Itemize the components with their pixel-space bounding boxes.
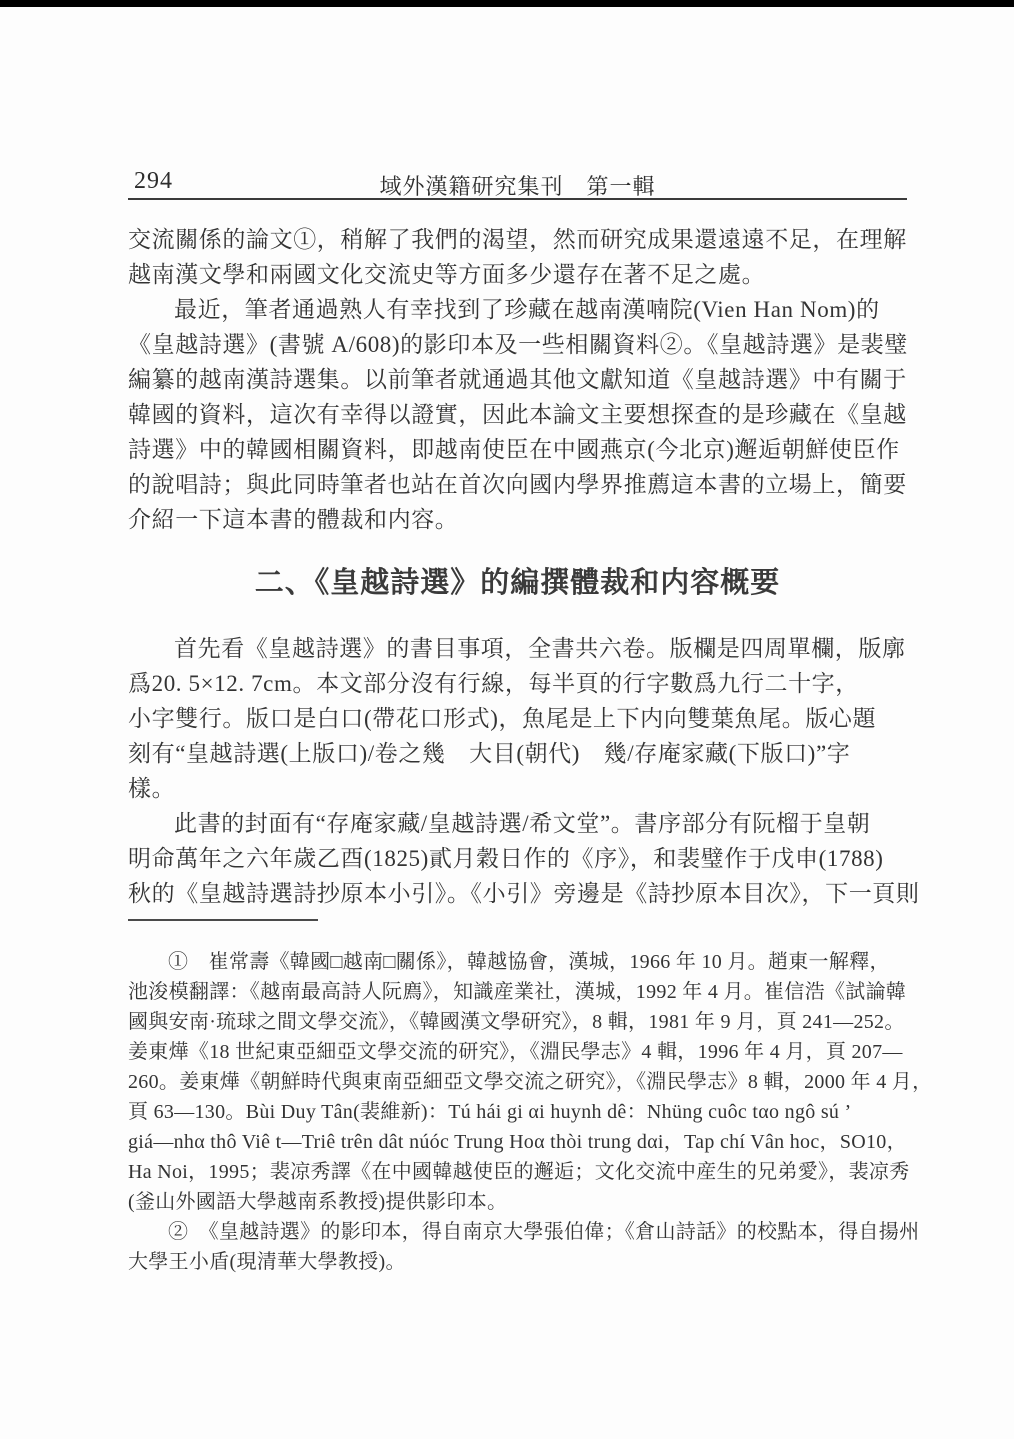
footnote-line: 260。姜東燁《朝鮮時代與東南亞細亞文學交流之研究》，《淵民學志》8 輯，2000 年 4 月， bbox=[128, 1071, 933, 1093]
paragraph bbox=[128, 631, 907, 806]
body-text-line: 樣。 bbox=[128, 776, 176, 801]
footnote-line: 大學王小盾(現清華大學教授)。 bbox=[128, 1251, 406, 1273]
body-text-line: 最近，筆者通過熟人有幸找到了珍藏在越南漢喃院(Vien Han Nom)的 bbox=[174, 297, 880, 322]
body-text-line: 明命萬年之六年歲乙酉(1825)貳月穀日作的《序》，和裴璧作于戊申(1788) bbox=[128, 846, 884, 871]
footnote-2 bbox=[128, 1217, 920, 1277]
footnote-line: 池浚模翻譯：《越南最高詩人阮廌》，知識産業社，漢城，1992 年 4 月。崔信浩《試論韓 bbox=[128, 981, 907, 1003]
body-text bbox=[128, 222, 920, 911]
footnote-line: ① 崔常壽《韓國□越南□關係》，韓越協會，漢城，1966 年 10 月。趙東一解釋， bbox=[168, 951, 890, 973]
paragraph bbox=[128, 222, 907, 292]
body-text-line: 小字雙行。版口是白口(帶花口形式)，魚尾是上下内向雙葉魚尾。版心題 bbox=[128, 706, 877, 731]
body-text-line: 秋的《皇越詩選詩抄原本小引》。《小引》旁邊是《詩抄原本目次》，下一頁則 bbox=[128, 881, 920, 906]
footnote-separator bbox=[128, 919, 318, 921]
footnote-line: 頁 63—130。Bùi Duy Tân(裴維新)：Tú hái gi αi huynh dê：Nhüng cuôc tαo ngô sú ’ bbox=[128, 1101, 852, 1123]
body-text-line: 韓國的資料，這次有幸得以證實，因此本論文主要想探查的是珍藏在《皇越 bbox=[128, 402, 907, 427]
body-text-line: 爲20. 5×12. 7cm。本文部分沒有行線，每半頁的行字數爲九行二十字， bbox=[128, 671, 859, 696]
section-heading: 二、《皇越詩選》的編撰體裁和内容概要 bbox=[254, 567, 781, 599]
body-text-line: 交流關係的論文①，稍解了我們的渴望，然而研究成果還遠遠不足，在理解 bbox=[128, 227, 907, 252]
paragraph bbox=[128, 292, 907, 537]
page-header bbox=[128, 168, 907, 200]
body-text-line: 詩選》中的韓國相關資料，即越南使臣在中國燕京(今北京)邂逅朝鮮使臣作 bbox=[128, 437, 900, 462]
footnote-line: Ha Noi，1995；裴凉秀譯《在中國韓越使臣的邂逅；文化交流中産生的兄弟愛》，裴凉秀 bbox=[128, 1161, 910, 1183]
footnote-line: 姜東燁《18 世紀東亞細亞文學交流的研究》，《淵民學志》4 輯，1996 年 4 月，頁 207— bbox=[128, 1041, 903, 1063]
footnote-line: (釜山外國語大學越南系教授)提供影印本。 bbox=[128, 1191, 508, 1213]
body-text-line: 刻有“皇越詩選(上版口)/卷之幾 大目(朝代) 幾/存庵家藏(下版口)”字 bbox=[128, 741, 851, 766]
footnote-line: 國與安南·琉球之間文學交流》，《韓國漢文學研究》，8 輯，1981 年 9 月，頁 241—252。 bbox=[128, 1011, 905, 1033]
page-number: 294 bbox=[134, 168, 173, 194]
body-text-line: 越南漢文學和兩國文化交流史等方面多少還存在著不足之處。 bbox=[128, 262, 766, 287]
footnote-line: giá—nhα thô Viê t—Triê trên dât núóc Trung Hoα thòi trung dαi，Tap chí Vân hoc，SO10， bbox=[128, 1131, 907, 1153]
body-text-line: 的說唱詩；與此同時筆者也站在首次向國内學界推薦這本書的立場上，簡要 bbox=[128, 472, 907, 497]
body-text-line: 此書的封面有“存庵家藏/皇越詩選/希文堂”。書序部分有阮榴于皇朝 bbox=[174, 811, 871, 836]
body-text-line: 介紹一下這本書的體裁和内容。 bbox=[128, 507, 459, 532]
running-title: 域外漢籍研究集刊 第一輯 bbox=[379, 174, 656, 199]
footnote-1 bbox=[128, 947, 933, 1217]
body-text-line: 首先看《皇越詩選》的書目事項，全書共六卷。版欄是四周單欄，版廓 bbox=[174, 636, 906, 661]
footnote-line: ② 《皇越詩選》的影印本，得自南京大學張伯偉；《倉山詩話》的校點本，得自揚州 bbox=[168, 1221, 920, 1243]
body-text-line: 《皇越詩選》(書號 A/608)的影印本及一些相關資料②。《皇越詩選》是裴璧 bbox=[128, 332, 908, 357]
body-text-line: 編纂的越南漢詩選集。以前筆者就通過其他文獻知道《皇越詩選》中有關于 bbox=[128, 367, 907, 392]
page-content bbox=[128, 0, 933, 1277]
footnotes bbox=[128, 947, 933, 1277]
paragraph bbox=[128, 806, 920, 911]
